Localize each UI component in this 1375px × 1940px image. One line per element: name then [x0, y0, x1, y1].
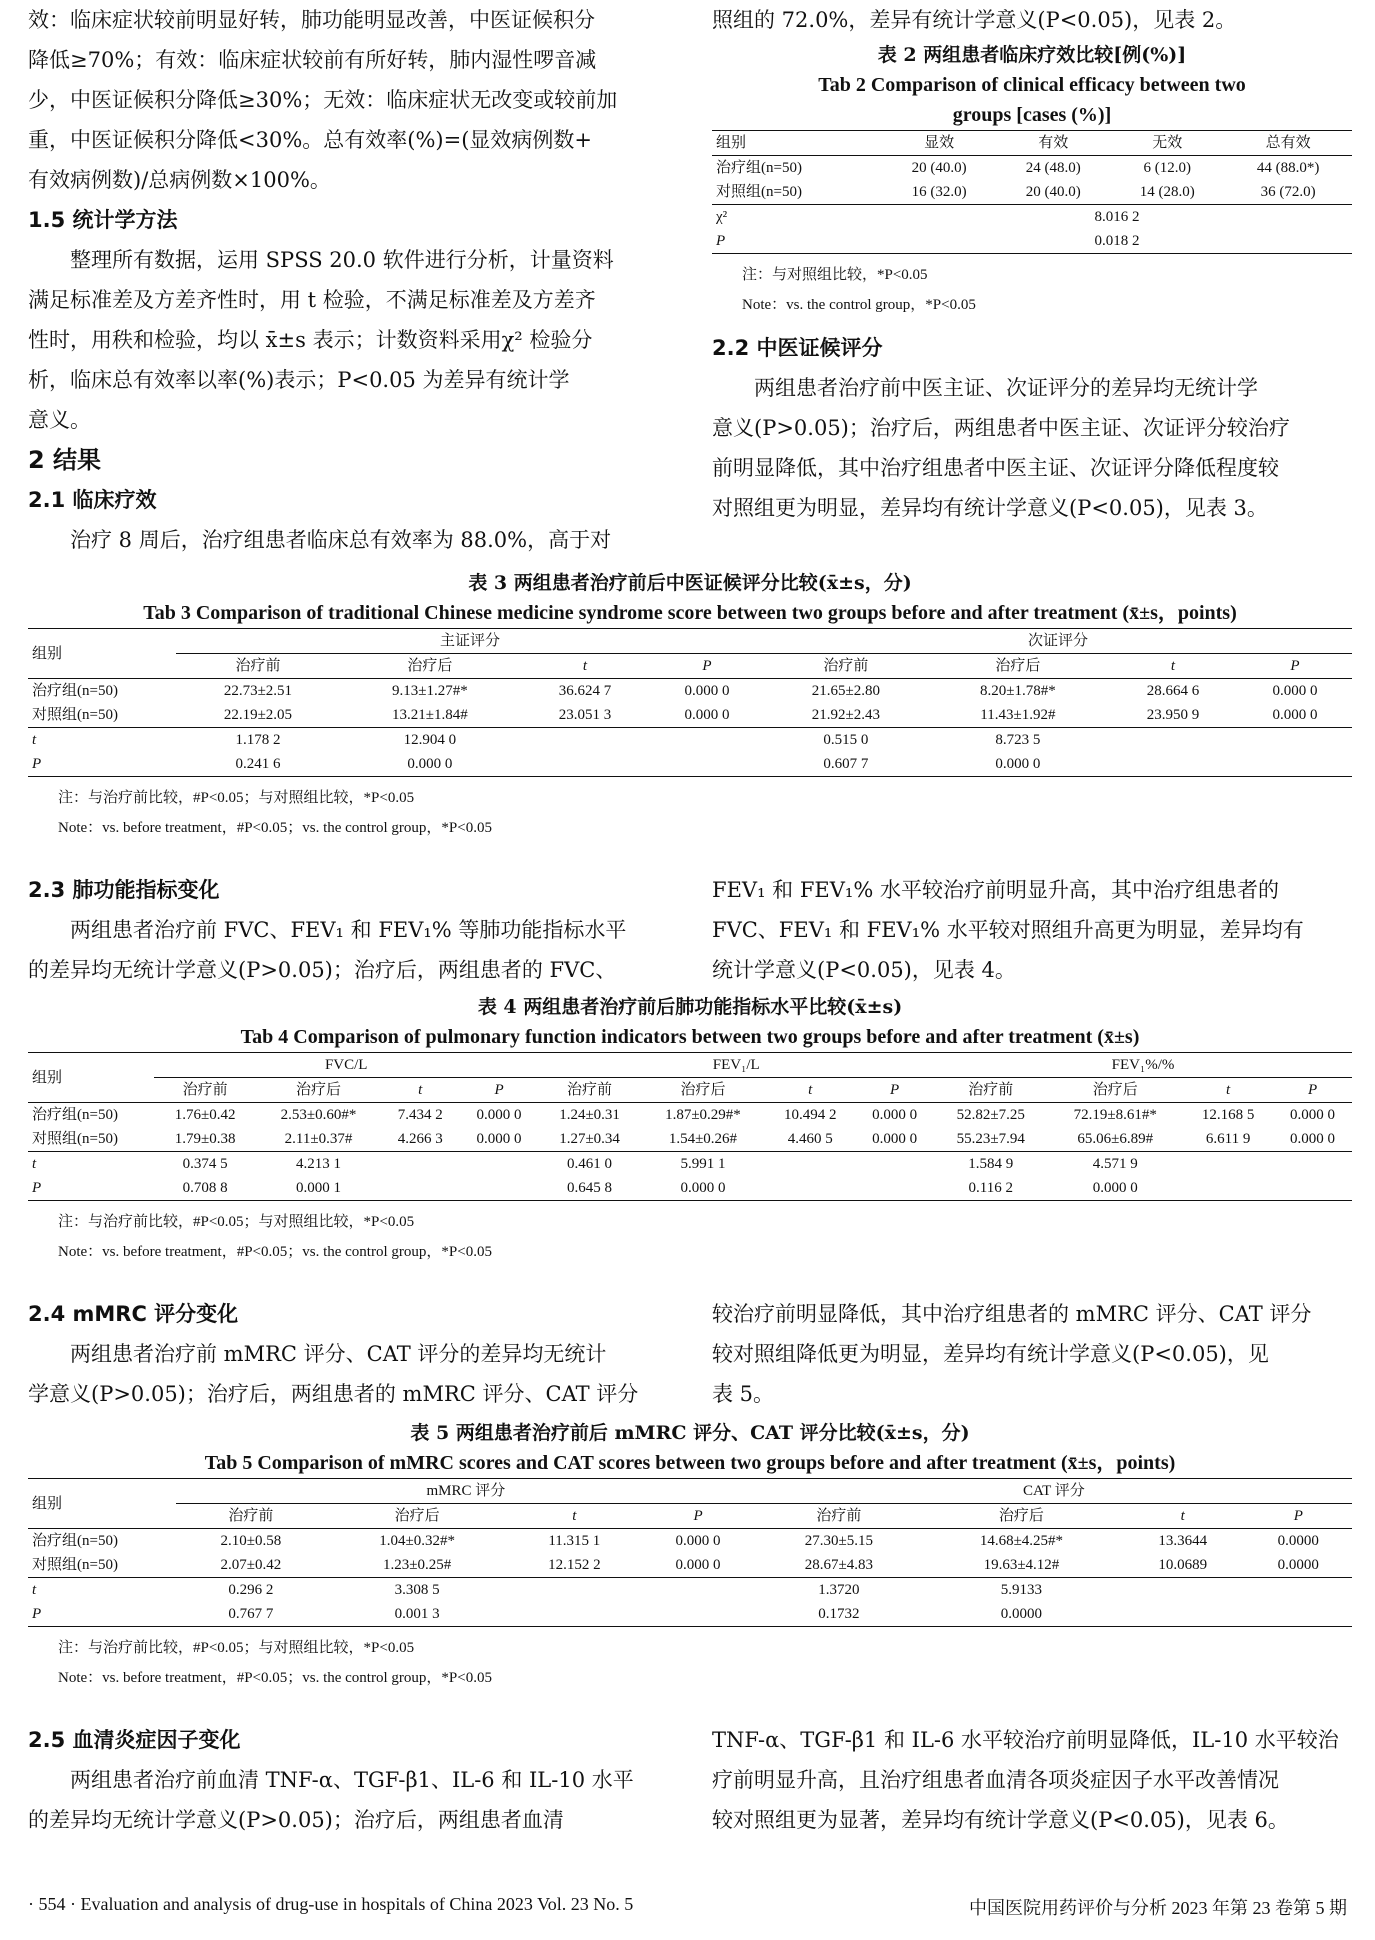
table-cell: P [716, 233, 726, 249]
paragraph-line: 降低≥70%；有效：临床症状较前有所好转，肺内湿性啰音减 [28, 48, 597, 72]
table-header: 治疗后 [998, 1508, 1044, 1524]
table-cell: 14.68±4.25#* [979, 1533, 1064, 1549]
table-cell: 1.87±0.29#* [665, 1107, 741, 1123]
table-cell: 6 (12.0) [1143, 160, 1192, 176]
table-cell: 0.000 0 [684, 707, 730, 723]
table-header: 治疗后 [296, 1082, 342, 1098]
table-cell: 16 (32.0) [911, 184, 967, 200]
table-cell: 72.19±8.61#* [1073, 1107, 1157, 1123]
table-row [28, 1578, 1352, 1603]
table-cell [381, 1176, 460, 1201]
table-cell: 12.168 5 [1201, 1107, 1255, 1123]
table-cell: 治疗组(n=50) [32, 683, 118, 699]
table-cell: 9.13±1.27#* [392, 683, 468, 699]
table-cell: 8.723 5 [995, 732, 1041, 748]
paragraph-line: 前明显降低，其中治疗组患者中医主证、次证评分降低程度较 [712, 456, 1279, 480]
table-cell [640, 1602, 756, 1627]
paragraph-line: 照组的 72.0%，差异有统计学意义(P<0.05)，见表 2。 [712, 8, 1237, 32]
table-cell: t [32, 732, 37, 748]
table-header: FEV₁/L [538, 1053, 934, 1078]
paragraph-line: 性时，用秩和检验，均以 x̄±s 表示；计数资料采用χ² 检验分 [28, 328, 593, 352]
table-cell [640, 1578, 756, 1603]
table-cell [1183, 1152, 1273, 1177]
table-row [28, 1602, 1352, 1627]
table-row [712, 156, 1352, 181]
table-cell: 0.000 0 [1290, 1131, 1336, 1147]
paragraph-line: 有效病例数)/总病例数×100%。 [28, 168, 331, 192]
table-cell: 1.24±0.31 [559, 1107, 620, 1123]
paragraph-line: FVC、FEV₁ 和 FEV₁% 水平较对照组升高更为明显，差异均有 [712, 918, 1304, 942]
table-header: 治疗后 [394, 1508, 440, 1524]
table-row [28, 679, 1352, 704]
table3-note-en: Note：vs. before treatment，#P<0.05；vs. the control group，*P<0.05 [58, 820, 492, 836]
paragraph-line: TNF-α、TGF-β1 和 IL-6 水平较治疗前明显降低，IL-10 水平较治 [712, 1728, 1339, 1752]
table-cell: 0.708 8 [182, 1180, 228, 1196]
table4-caption-en: Tab 4 Comparison of pulmonary function indicators between two groups before and after treatment (x̄±s) [240, 1026, 1140, 1048]
table-cell: 0.374 5 [182, 1156, 228, 1172]
paragraph-line: 对照组更为明显，差异均有统计学意义(P<0.05)，见表 3。 [712, 496, 1268, 520]
table5-caption-cn: 表 5 两组患者治疗前后 mMRC 评分、CAT 评分比较(x̄±s，分) [410, 1422, 970, 1444]
table5-body [28, 1529, 1352, 1627]
table-header: t [1170, 658, 1176, 674]
table-header: 有效 [1038, 135, 1069, 151]
table-header: 总有效 [1265, 135, 1311, 151]
table-cell: 6.611 9 [1205, 1131, 1251, 1147]
table-cell: 23.950 9 [1146, 707, 1200, 723]
table-cell: 44 (88.0*) [1256, 160, 1320, 176]
table-cell: P [32, 1180, 42, 1196]
table3-caption-cn: 表 3 两组患者治疗前后中医证候评分比较(x̄±s，分) [468, 572, 912, 594]
table-cell: 0.000 0 [675, 1533, 721, 1549]
table4-caption-cn: 表 4 两组患者治疗前后肺功能指标水平比较(x̄±s) [477, 996, 903, 1018]
paragraph-line: 两组患者治疗前 FVC、FEV₁ 和 FEV₁% 等肺功能指标水平 [70, 918, 627, 942]
table-cell [520, 752, 650, 777]
table-cell [650, 752, 764, 777]
table-cell: 20 (40.0) [1025, 184, 1081, 200]
section-2-5-left [28, 1720, 668, 1840]
table-cell [508, 1578, 640, 1603]
table-cell: 36 (72.0) [1260, 184, 1316, 200]
table-cell [855, 1152, 934, 1177]
table-cell: 2.53±0.60#* [280, 1107, 357, 1123]
table-cell [460, 1152, 539, 1177]
table-cell: t [32, 1156, 37, 1172]
paragraph-line: 较治疗前明显降低，其中治疗组患者的 mMRC 评分、CAT 评分 [712, 1302, 1312, 1326]
table5-note-en: Note：vs. before treatment，#P<0.05；vs. the control group，*P<0.05 [58, 1670, 492, 1686]
table-cell [1245, 1602, 1352, 1627]
table2-note-cn: 注：与对照组比较，*P<0.05 [742, 267, 928, 283]
paragraph-line: 表 5。 [712, 1382, 775, 1406]
table-header: 治疗前 [228, 1508, 274, 1524]
table-cell: 21.92±2.43 [811, 707, 881, 723]
table-cell: 7.434 2 [397, 1107, 443, 1123]
table-header: 主证评分 [176, 629, 764, 654]
table-cell: 22.73±2.51 [223, 683, 293, 699]
table-row [712, 229, 1352, 254]
table-cell [1273, 1176, 1352, 1201]
table-cell: 3.308 5 [394, 1582, 440, 1598]
table-cell: 0.767 7 [228, 1606, 274, 1622]
table-cell: 1.79±0.38 [174, 1131, 236, 1147]
page-footer-right: 中国医院用药评价与分析 2023 年第 23 卷第 5 期 [969, 1898, 1347, 1918]
table-row [28, 1152, 1352, 1177]
paragraph-line: FEV₁ 和 FEV₁% 水平较治疗前明显升高，其中治疗组患者的 [712, 878, 1279, 902]
table-cell: 2.10±0.58 [220, 1533, 282, 1549]
table-cell: 1.23±0.25# [382, 1557, 452, 1573]
section-heading-1-5: 1.5 统计学方法 [28, 208, 178, 232]
table-cell [508, 1602, 640, 1627]
table-cell: 65.06±6.89# [1077, 1131, 1154, 1147]
table-cell: 0.000 1 [296, 1180, 341, 1196]
table-cell: 52.82±7.25 [956, 1107, 1025, 1123]
table-header: FVC/L [154, 1053, 538, 1078]
table-cell: 27.30±5.15 [804, 1533, 873, 1549]
table-header: 组别 [28, 1479, 176, 1529]
table-2 [712, 130, 1352, 254]
section-heading-2: 2 结果 [28, 446, 102, 474]
table-row [28, 703, 1352, 728]
table2-caption-en: Tab 2 Comparison of clinical efficacy between two [818, 74, 1246, 96]
table4-block [28, 992, 1352, 1267]
table-cell: 24 (48.0) [1025, 160, 1081, 176]
table-cell: 0.645 8 [567, 1180, 613, 1196]
table-header: P [890, 1082, 900, 1098]
table-header: 次证评分 [764, 629, 1352, 654]
table-row [28, 1553, 1352, 1578]
section-2-4-right [712, 1294, 1352, 1414]
table-cell: 0.000 0 [476, 1131, 522, 1147]
table-cell: 22.19±2.05 [223, 707, 293, 723]
section-2-5-right [712, 1720, 1352, 1840]
table-header: P [1293, 1508, 1303, 1524]
table-cell: 4.266 3 [397, 1131, 443, 1147]
paragraph-line: 整理所有数据，运用 SPSS 20.0 软件进行分析，计量资料 [70, 248, 614, 272]
table4-note-cn: 注：与治疗前比较，#P<0.05；与对照组比较，*P<0.05 [58, 1214, 415, 1230]
paragraph-line: 疗前明显升高，且治疗组患者血清各项炎症因子水平改善情况 [712, 1768, 1279, 1792]
table-cell: 13.21±1.84# [392, 707, 468, 723]
table5-note-cn: 注：与治疗前比较，#P<0.05；与对照组比较，*P<0.05 [58, 1640, 415, 1656]
paragraph-line: 较对照组降低更为明显，差异均有统计学意义(P<0.05)，见 [712, 1342, 1269, 1366]
table-cell: 0.000 0 [684, 683, 730, 699]
table5-caption-en: Tab 5 Comparison of mMRC scores and CAT scores between two groups before and after treatment (x̄±s，points) [204, 1452, 1176, 1474]
table3-caption-en: Tab 3 Comparison of traditional Chinese medicine syndrome score between two groups before and after treatment (x̄±s，points) [143, 602, 1237, 624]
table-header: 治疗前 [567, 1082, 613, 1098]
table-5 [28, 1478, 1352, 1627]
table-header: 治疗前 [823, 658, 869, 674]
table5-block [28, 1418, 1352, 1693]
table-header: t [572, 1508, 577, 1524]
table-cell [1273, 1152, 1352, 1177]
table-cell: 0.296 2 [228, 1582, 274, 1598]
table-cell: 2.11±0.37# [284, 1131, 353, 1147]
table-cell: 23.051 3 [558, 707, 612, 723]
right-column-top [712, 0, 1352, 528]
table-cell [460, 1176, 539, 1201]
table-cell: 0.000 0 [675, 1557, 721, 1573]
paragraph-line: 治疗 8 周后，治疗组患者临床总有效率为 88.0%，高于对 [70, 528, 612, 552]
table-row [712, 180, 1352, 205]
table-cell: 1.04±0.32#* [379, 1533, 455, 1549]
table-cell [1121, 1578, 1245, 1603]
table-header: 治疗前 [182, 1082, 228, 1098]
table-cell [1183, 1176, 1273, 1201]
table-row [28, 1176, 1352, 1201]
table-cell: 治疗组(n=50) [32, 1107, 118, 1123]
table-cell [1238, 728, 1352, 753]
table-header: t [418, 1082, 423, 1098]
table-cell: 治疗组(n=50) [716, 160, 802, 176]
table-cell: 20 (40.0) [911, 160, 967, 176]
table-header: t [582, 658, 588, 674]
table-cell [1108, 728, 1238, 753]
table-header: 组别 [716, 135, 747, 151]
table-cell: 8.016 2 [1094, 209, 1140, 225]
paragraph-line: 的差异均无统计学意义(P>0.05)；治疗后，两组患者的 FVC、 [28, 958, 617, 982]
paragraph-line: 两组患者治疗前中医主证、次证评分的差异均无统计学 [754, 376, 1258, 400]
table-header: t [1180, 1508, 1185, 1524]
table-cell: 0.000 0 [1290, 1107, 1336, 1123]
table3-body [28, 679, 1352, 777]
table-header: P [1290, 658, 1300, 674]
table-cell [765, 1152, 855, 1177]
table-header: 治疗前 [235, 658, 281, 674]
table-cell: 0.000 0 [1272, 683, 1318, 699]
table4-note-en: Note：vs. before treatment，#P<0.05；vs. the control group，*P<0.05 [58, 1244, 492, 1260]
table-3 [28, 628, 1352, 777]
paragraph-line: 两组患者治疗前 mMRC 评分、CAT 评分的差异均无统计 [70, 1342, 607, 1366]
table-cell [650, 728, 764, 753]
table-cell: 对照组(n=50) [32, 707, 118, 723]
table-cell: 11.315 1 [548, 1533, 601, 1549]
table4-body [28, 1103, 1352, 1201]
table-cell [1245, 1578, 1352, 1603]
table-cell: 0.000 0 [407, 756, 453, 772]
table-cell: 0.000 0 [872, 1107, 918, 1123]
section-heading-2-4: 2.4 mMRC 评分变化 [28, 1302, 239, 1326]
table-cell [765, 1176, 855, 1201]
table-cell: 36.624 7 [558, 683, 612, 699]
table-cell: 0.0000 [1277, 1557, 1319, 1573]
table-cell: 0.000 0 [476, 1107, 522, 1123]
table-header: mMRC 评分 [176, 1479, 756, 1504]
table-cell [520, 728, 650, 753]
table2-note-en: Note：vs. the control group，*P<0.05 [742, 297, 976, 313]
table-cell: 0.001 3 [394, 1606, 440, 1622]
paragraph-line: 较对照组更为显著，差异均有统计学意义(P<0.05)，见表 6。 [712, 1808, 1289, 1832]
table-cell: 0.241 6 [235, 756, 281, 772]
table-header: 治疗后 [407, 658, 453, 674]
table-cell: 19.63±4.12# [983, 1557, 1060, 1573]
table-header: 治疗后 [1092, 1082, 1138, 1098]
table-header: FEV₁%/% [934, 1053, 1352, 1078]
page-footer-left: · 554 · Evaluation and analysis of drug-use in hospitals of China 2023 Vol. 23 No. 5 [28, 1894, 634, 1914]
table-cell: P [32, 1606, 42, 1622]
section-heading-2-5: 2.5 血清炎症因子变化 [28, 1728, 241, 1752]
paragraph-line: 意义(P>0.05)；治疗后，两组患者中医主证、次证评分较治疗 [712, 416, 1290, 440]
table-cell: 0.515 0 [823, 732, 869, 748]
table-cell: 0.1732 [818, 1606, 860, 1622]
table-cell: χ² [716, 209, 728, 225]
table-header: 治疗后 [995, 658, 1041, 674]
table-header: 无效 [1152, 135, 1183, 151]
table-header: P [702, 658, 712, 674]
table2-caption-en-2: groups [cases (%)] [952, 104, 1112, 126]
table-cell [855, 1176, 934, 1201]
table-cell: 对照组(n=50) [32, 1557, 118, 1573]
table-cell: 0.461 0 [567, 1156, 613, 1172]
table-cell: 0.000 0 [1092, 1180, 1138, 1196]
table-cell: 治疗组(n=50) [32, 1533, 118, 1549]
table-cell: 0.0000 [1277, 1533, 1319, 1549]
table-cell: 0.018 2 [1094, 233, 1140, 249]
table-cell: 11.43±1.92# [980, 707, 1056, 723]
table-cell: 28.67±4.83 [804, 1557, 873, 1573]
table-row [28, 752, 1352, 777]
table-cell: 5.991 1 [680, 1156, 726, 1172]
table2-caption-cn: 表 2 两组患者临床疗效比较[例(%)] [877, 44, 1187, 66]
paragraph-line: 效：临床症状较前明显好转，肺功能明显改善，中医证候积分 [28, 8, 595, 32]
table-header: 组别 [28, 1053, 154, 1103]
table-cell: 0.000 0 [995, 756, 1041, 772]
table-row [28, 1529, 1352, 1554]
table-cell: 0.000 0 [680, 1180, 726, 1196]
paragraph-line: 满足标准差及方差齐性时，用 t 检验，不满足标准差及方差齐 [28, 288, 596, 312]
table-header: 治疗后 [680, 1082, 726, 1098]
table-cell [1238, 752, 1352, 777]
table-cell [381, 1152, 460, 1177]
table-row [28, 1103, 1352, 1128]
table-cell: 4.571 9 [1092, 1156, 1138, 1172]
table-cell: 12.152 2 [548, 1557, 601, 1573]
table-cell [1121, 1602, 1245, 1627]
section-2-4-left [28, 1294, 668, 1414]
section-heading-2-2: 2.2 中医证候评分 [712, 336, 883, 360]
table-cell: P [32, 756, 42, 772]
table-cell: 0.000 0 [1272, 707, 1318, 723]
left-column-top [28, 0, 668, 560]
table-cell: 1.27±0.34 [559, 1131, 620, 1147]
table-header: P [1307, 1082, 1318, 1098]
table-cell: 13.3644 [1158, 1533, 1208, 1549]
table-cell: 14 (28.0) [1139, 184, 1195, 200]
table-cell: 4.460 5 [787, 1131, 833, 1147]
table-cell: 1.3720 [818, 1582, 860, 1598]
table-cell: 1.54±0.26# [668, 1131, 738, 1147]
paragraph-line: 析，临床总有效率以率(%)表示；P<0.05 为差异有统计学 [28, 368, 570, 392]
section-heading-2-1: 2.1 临床疗效 [28, 488, 157, 512]
table-cell: 对照组(n=50) [716, 184, 802, 200]
paragraph-line: 统计学意义(P<0.05)，见表 4。 [712, 958, 1016, 982]
table-cell: 1.178 2 [235, 732, 281, 748]
paragraph-line: 少，中医证候积分降低≥30%；无效：临床症状无改变或较前加 [28, 88, 618, 112]
table-header: t [1226, 1082, 1231, 1098]
table-4 [28, 1052, 1352, 1201]
table-cell: 10.494 2 [783, 1107, 837, 1123]
table-cell: 1.76±0.42 [174, 1107, 236, 1123]
table-header: 组别 [28, 629, 176, 679]
table-cell: 21.65±2.80 [811, 683, 881, 699]
table-header: CAT 评分 [756, 1479, 1352, 1504]
table-cell: 0.116 2 [968, 1180, 1013, 1196]
table-cell: 0.0000 [1000, 1606, 1043, 1622]
table-cell: 5.9133 [1000, 1582, 1043, 1598]
table-row [28, 728, 1352, 753]
table-cell: 4.213 1 [296, 1156, 341, 1172]
table-header: P [693, 1508, 703, 1524]
table-header: 治疗前 [968, 1082, 1014, 1098]
table-cell: 55.23±7.94 [956, 1131, 1025, 1147]
table3-note-cn: 注：与治疗前比较，#P<0.05；与对照组比较，*P<0.05 [58, 790, 415, 806]
table-cell: t [32, 1582, 37, 1598]
table-cell [1108, 752, 1238, 777]
table-cell: 对照组(n=50) [32, 1131, 118, 1147]
table-cell: 12.904 0 [403, 732, 457, 748]
table-header: 治疗前 [816, 1508, 862, 1524]
table-header: 显效 [924, 135, 955, 151]
paragraph-line: 两组患者治疗前血清 TNF-α、TGF-β1、IL-6 和 IL-10 水平 [70, 1768, 634, 1792]
table-cell: 10.0689 [1158, 1557, 1208, 1573]
paragraph-line: 意义。 [28, 408, 91, 432]
table-cell: 1.584 9 [968, 1156, 1014, 1172]
table-row [712, 205, 1352, 230]
section-2-3-right [712, 870, 1352, 990]
paragraph-line: 学意义(P>0.05)；治疗后，两组患者的 mMRC 评分、CAT 评分 [28, 1382, 639, 1406]
table-cell: 0.607 7 [823, 756, 869, 772]
table-cell: 28.664 6 [1146, 683, 1200, 699]
table3-block [28, 568, 1352, 843]
table-header: P [494, 1082, 504, 1098]
table-header: t [808, 1082, 813, 1098]
table-row [28, 1127, 1352, 1152]
table-cell: 2.07±0.42 [220, 1557, 282, 1573]
paragraph-line: 重，中医证候积分降低<30%。总有效率(%)=(显效病例数+ [28, 128, 592, 152]
table-cell: 0.000 0 [872, 1131, 918, 1147]
paragraph-line: 的差异均无统计学意义(P>0.05)；治疗后，两组患者血清 [28, 1808, 564, 1832]
section-2-3-left [28, 870, 668, 990]
section-heading-2-3: 2.3 肺功能指标变化 [28, 878, 220, 902]
table-cell: 8.20±1.78#* [980, 683, 1056, 699]
